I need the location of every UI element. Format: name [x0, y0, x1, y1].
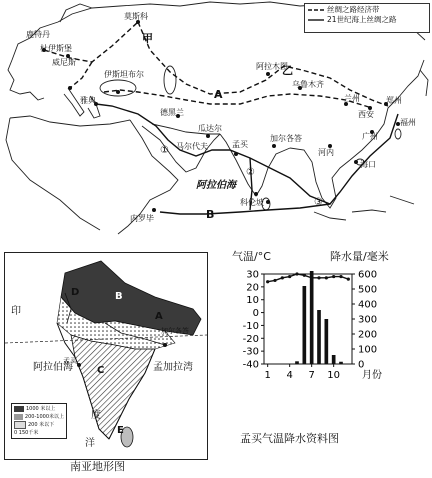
terrain-letter-c: C — [97, 365, 105, 376]
terrain-legend-mid — [14, 413, 64, 421]
month-axis-label: 月份 — [362, 370, 382, 381]
precip-tick-label: 600 — [358, 269, 378, 281]
precip-bar — [303, 286, 307, 364]
terrain-legend — [11, 403, 67, 439]
legend-economic-belt — [308, 5, 426, 15]
city-tehran: 德黑兰 — [160, 108, 184, 117]
terrain-india-char-1: 印 — [11, 306, 21, 317]
temp-tick-label: -10 — [242, 320, 259, 332]
temp-tick-label: 10 — [246, 295, 259, 307]
city-urumqi: 乌鲁木齐 — [292, 80, 324, 89]
temp-tick-label: -20 — [242, 333, 259, 345]
south-asia-map — [4, 252, 208, 460]
terrain-legend-high-label: 1000 米以上 — [26, 406, 56, 412]
city-mumbai: 孟买 — [232, 140, 248, 149]
city-almaty: 阿拉木图 — [256, 62, 288, 71]
month-tick-label: 4 — [286, 370, 293, 381]
route-legend — [304, 3, 430, 33]
precip-tick-label: 500 — [358, 284, 378, 296]
city-nairobi: 内罗毕 — [130, 214, 154, 223]
temp-axis-label: 气温/°C — [232, 250, 271, 263]
climate-chart — [226, 248, 426, 428]
silk-road-map — [0, 0, 432, 236]
temperature-point — [325, 276, 328, 279]
precip-tick-label: 300 — [358, 314, 378, 326]
temp-tick-label: 20 — [246, 282, 259, 294]
terrain-city-mumbai: 孟买 — [63, 357, 77, 365]
city-xian: 西安 — [358, 110, 374, 119]
temp-tick-label: 0 — [252, 308, 259, 320]
precip-bar — [325, 319, 329, 364]
city-gwadar: 瓜达尔 — [198, 124, 222, 133]
temperature-point — [347, 278, 350, 281]
city-duisburg: 杜伊斯堡 — [40, 44, 72, 53]
terrain-legend-high — [14, 405, 64, 413]
solid-line-icon — [308, 17, 324, 23]
terrain-legend-low — [14, 421, 64, 429]
month-tick-label: 10 — [327, 370, 341, 381]
swatch-light — [14, 421, 26, 429]
climate-caption: 孟买气温降水资料图 — [240, 432, 339, 445]
precip-tick-label: 0 — [358, 359, 365, 371]
letter-route-b: B — [206, 208, 215, 221]
precip-axis-label: 降水量/毫米 — [330, 250, 389, 263]
terrain-letter-d: D — [71, 287, 80, 298]
temperature-point — [332, 275, 335, 278]
city-haikou: 海口 — [360, 160, 376, 169]
south-asia-caption: 南亚地形图 — [70, 460, 125, 473]
city-rotterdam: 鹿特丹 — [26, 30, 50, 39]
strait-1: ① — [160, 145, 169, 156]
swatch-dark — [14, 406, 24, 412]
temperature-point — [317, 276, 320, 279]
letter-jia: 甲 — [142, 32, 153, 45]
terrain-letter-b: B — [115, 291, 123, 302]
temperature-point — [273, 279, 276, 282]
precip-bar — [339, 362, 343, 364]
city-maldives: 马尔代夫 — [176, 142, 208, 151]
dashed-line-icon — [308, 7, 324, 13]
temp-tick-label: -40 — [242, 359, 259, 371]
city-athens: 雅典 — [80, 96, 96, 105]
legend-maritime-road — [308, 15, 426, 25]
precip-bar — [332, 355, 336, 364]
temperature-point — [281, 276, 284, 279]
arabian-sea-label: 阿拉伯海 — [196, 180, 236, 191]
terrain-legend-low-label: 200 米以下 — [28, 422, 55, 428]
temperature-point — [303, 274, 306, 277]
temperature-point — [266, 280, 269, 283]
plot-frame — [264, 274, 352, 364]
city-lanzhou: 兰州 — [344, 94, 360, 103]
city-istanbul: 伊斯坦布尔 — [104, 70, 144, 79]
precip-bar — [317, 310, 321, 364]
temperature-point — [295, 272, 298, 275]
terrain-city-kolkata: 加尔各答 — [161, 327, 189, 335]
terrain-arabian-sea: 阿拉伯海 — [33, 362, 73, 373]
legend-maritime-road-label: 21世纪海上丝绸之路 — [327, 15, 397, 24]
precip-bar — [295, 361, 299, 364]
precip-tick-label: 200 — [358, 329, 378, 341]
month-tick-label: 7 — [308, 370, 315, 381]
city-hanoi: 河内 — [318, 148, 334, 157]
city-fuzhou: 福州 — [400, 118, 416, 127]
month-tick-label: 1 — [264, 370, 271, 381]
city-zhengzhou: 郑州 — [386, 96, 402, 105]
legend-economic-belt-label: 丝绸之路经济带 — [327, 5, 380, 14]
temperature-line — [268, 274, 349, 282]
precip-tick-label: 100 — [358, 344, 378, 356]
city-moscow: 莫斯科 — [124, 12, 148, 21]
strait-2: ② — [246, 167, 255, 178]
letter-route-a: A — [214, 88, 223, 101]
terrain-ocean-char: 洋 — [85, 438, 95, 449]
strait-3: ③ — [314, 197, 323, 208]
precip-bar — [310, 271, 314, 364]
terrain-scale — [14, 429, 64, 437]
precip-tick-label: 400 — [358, 299, 378, 311]
swatch-mid — [14, 414, 23, 420]
temperature-point — [288, 275, 291, 278]
city-guangzhou: 广州 — [362, 132, 378, 141]
city-kolkata: 加尔各答 — [270, 134, 302, 143]
terrain-legend-mid-label: 200-1000米以上 — [24, 414, 64, 420]
temp-tick-label: -30 — [242, 346, 259, 358]
city-venice: 威尼斯 — [52, 58, 76, 67]
terrain-india-char-2: 度 — [91, 410, 101, 421]
temperature-point — [310, 276, 313, 279]
terrain-bay-of-bengal: 孟加拉湾 — [153, 362, 193, 373]
city-colombo: 科伦坡 — [240, 198, 264, 207]
temperature-point — [339, 275, 342, 278]
letter-yi: 乙 — [282, 64, 293, 77]
climate-chart-svg — [226, 248, 426, 428]
terrain-scale-label: 0 150千米 — [14, 430, 39, 436]
temp-tick-label: 30 — [246, 269, 259, 281]
terrain-letter-e: E — [117, 425, 124, 436]
terrain-letter-a: A — [155, 311, 163, 322]
